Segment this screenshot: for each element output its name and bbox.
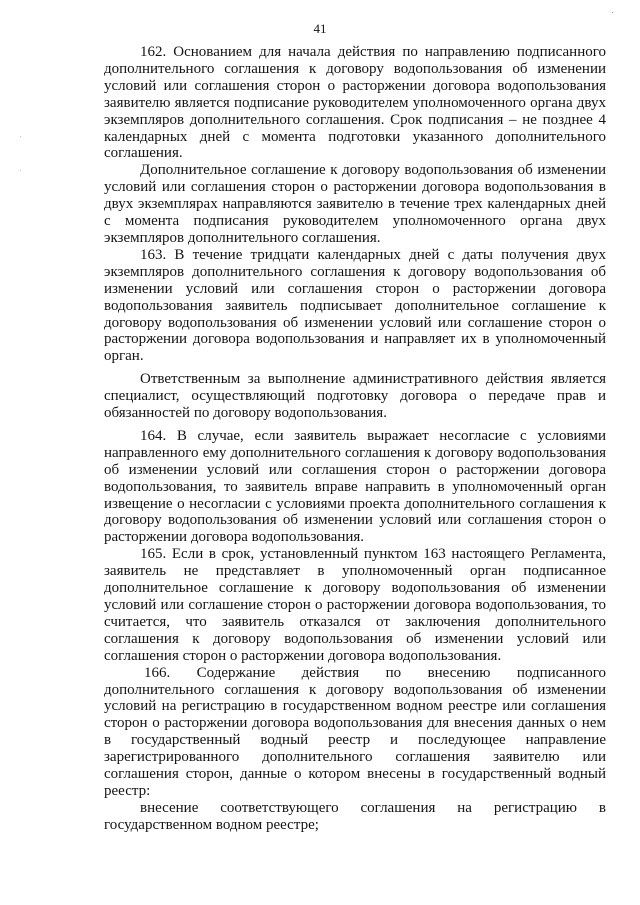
paragraph-164: 164. В случае, если заявитель выражает несогласие с условиями направленного ему дополнительного соглашения к договору водопользования об изменении условий или соглашения сторон о расторжении договора водопользования, то заявитель вправе направить в уполномоченный орган извещение о несогласии с условиями проекта дополнительного соглашения к договору водопользования об изменении условий или соглашения сторон о расторжении договора водопользования. bbox=[104, 427, 606, 546]
paragraph-additional-agreement: Дополнительное соглашение к договору водопользования об изменении условий или соглашения сторон о расторжении договора водопользования в двух экземплярах направляются заявителю в течение трех календарных дней с момента подписания руководителем уполномоченного органа двух экземпляров дополнительного соглашения. bbox=[104, 162, 606, 246]
paragraph-165: 165. Если в срок, установленный пунктом 163 настоящего Регламента, заявитель не представляет в уполномоченный орган подписанное дополнительное соглашение к договору водопользования об изменении условий или соглашение сторон о расторжении договора водопользования, то считается, что заявитель отказался от заключения дополнительного соглашения к договору водопользования об изменении условий или соглашения сторон о расторжении договора водопользования. bbox=[104, 546, 606, 664]
page-number: 41 bbox=[313, 21, 327, 36]
paragraph-163: 163. В течение тридцати календарных дней с даты получения двух экземпляров дополнительного соглашения к договору водопользования об изменении условий или соглашения сторон о расторжении договора водопользования заявитель подписывает дополнительное соглашение к договору водопользования об изменении условий или соглашение сторон о расторжении договора водопользования и направляет их в уполномоченный орган. bbox=[104, 246, 606, 365]
scan-speck bbox=[20, 170, 21, 171]
scan-speck bbox=[20, 136, 21, 137]
paragraph-responsible: Ответственным за выполнение административного действия является специалист, осуществляющий подготовку договора о передаче прав и обязанностей по договору водопользования. bbox=[104, 371, 606, 422]
paragraph-162: 162. Основанием для начала действия по направлению подписанного дополнительного соглашения к договору водопользования об изменении условий или соглашения сторон о расторжении договора водопользования заявителю является подписание руководителем уполномоченного органа двух экземпляров дополнительного соглашения. Срок подписания – не позднее 4 календарных дней с момента подготовки указанного дополнительного соглашения. bbox=[104, 44, 606, 162]
paragraph-166: 166. Содержание действия по внесению подписанного дополнительного соглашения к договору водопользования об изменении условий на регистрацию в государственном водном реестре или соглашения сторон о расторжении договора водопользования для внесения данных о нем в государственный водный реестр и последующее направление зарегистрированного дополнительного соглашения заявителю или соглашения сторон, данные о котором внесены в государственный водный реестр: bbox=[104, 664, 606, 799]
paragraph-list-item: внесение соответствующего соглашения на регистрацию в государственном водном реестре; bbox=[104, 799, 606, 833]
scan-speck bbox=[612, 12, 613, 13]
document-body bbox=[104, 44, 606, 834]
